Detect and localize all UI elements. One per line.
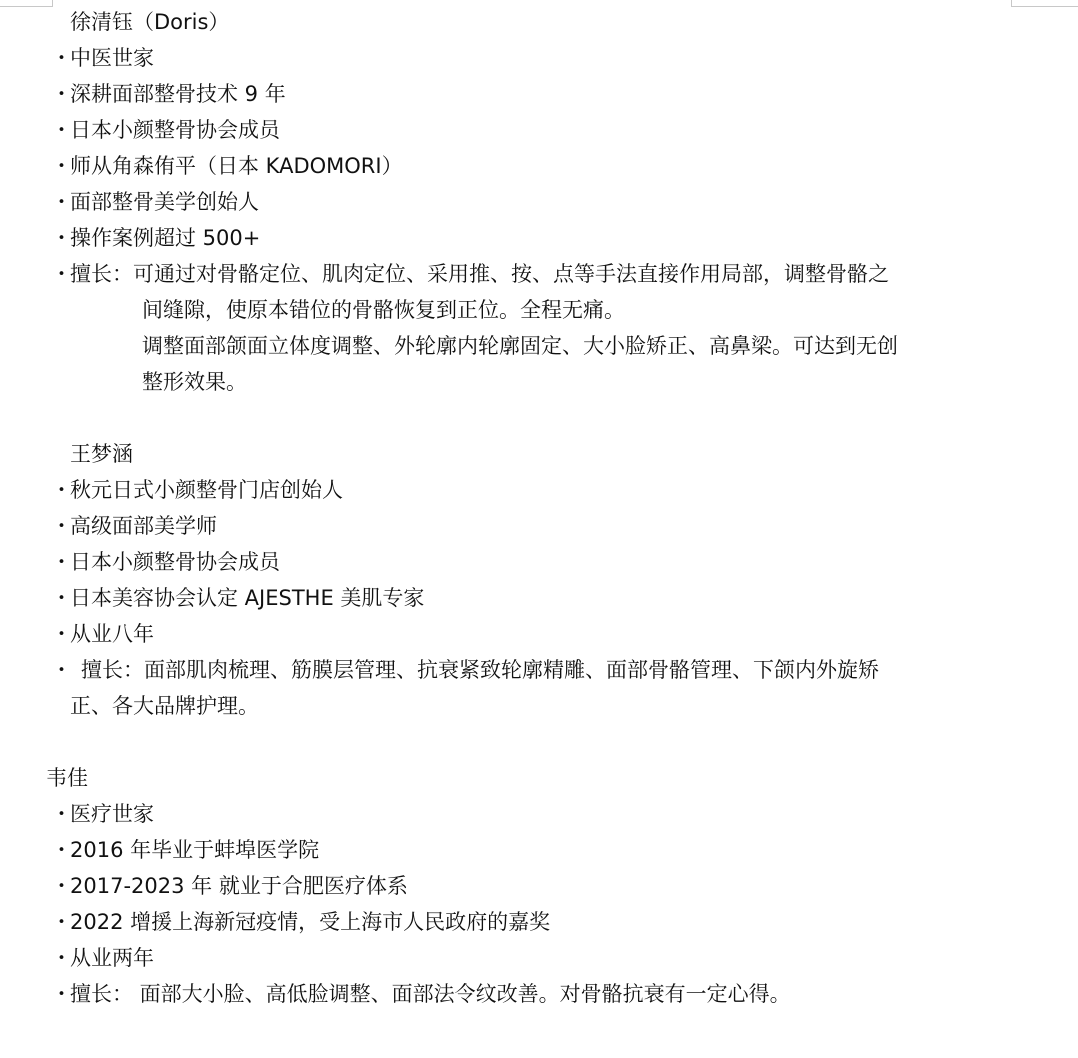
list-item-text: 2022 增援上海新冠疫情，受上海市人民政府的嘉奖 (70, 910, 551, 934)
bullet: ・ (51, 550, 72, 574)
document-body (0, 4, 1078, 1012)
list-item-text: 2017-2023 年 就业于合肥医疗体系 (70, 874, 408, 898)
list-item-text: 师从角森侑平（日本 KADOMORI） (70, 154, 403, 178)
list-item-text: 日本小颜整骨协会成员 (70, 118, 280, 142)
list-item (0, 220, 1078, 256)
specialty-item (0, 652, 1078, 688)
list-item (0, 796, 1078, 832)
list-item (0, 904, 1078, 940)
bullet: ・ (51, 658, 72, 682)
specialty-item (0, 256, 1078, 292)
list-item-text: 深耕面部整骨技术 9 年 (70, 82, 286, 106)
specialty-text-line-3: 调整面部颌面立体度调整、外轮廓内轮廓固定、大小脸矫正、高鼻梁。可达到无创 (142, 334, 898, 358)
profile-name: 徐清钰（Doris） (70, 10, 230, 34)
list-item-text: 日本美容协会认定 AJESTHE 美肌专家 (70, 586, 425, 610)
bullet: ・ (51, 874, 72, 898)
specialty-continuation (0, 292, 1078, 328)
bullet: ・ (51, 82, 72, 106)
bullet: ・ (51, 478, 72, 502)
list-item (0, 544, 1078, 580)
bullet: ・ (51, 190, 72, 214)
list-item-text: 医疗世家 (70, 802, 154, 826)
list-item (0, 472, 1078, 508)
bullet: ・ (51, 910, 72, 934)
list-item-text: 中医世家 (70, 46, 154, 70)
bullet: ・ (51, 118, 72, 142)
specialty-text-line-1: 擅长：可通过对骨骼定位、肌肉定位、采用推、按、点等手法直接作用局部，调整骨骼之 (70, 262, 889, 286)
list-item-text: 高级面部美学师 (70, 514, 217, 538)
profile-name-line (0, 760, 1078, 796)
specialty-text-line-2: 正、各大品牌护理。 (70, 694, 259, 718)
specialty-text-line-1: 擅长： 面部大小脸、高低脸调整、面部法令纹改善。对骨骼抗衰有一定心得。 (70, 982, 791, 1006)
profile-name: 王梦涵 (70, 442, 133, 466)
bullet: ・ (51, 154, 72, 178)
list-item-text: 从业两年 (70, 946, 154, 970)
profile-name-line (0, 436, 1078, 472)
list-item (0, 184, 1078, 220)
bullet: ・ (51, 622, 72, 646)
specialty-text-line-2: 间缝隙，使原本错位的骨骼恢复到正位。全程无痛。 (142, 298, 625, 322)
bullet: ・ (51, 946, 72, 970)
list-item (0, 832, 1078, 868)
bullet: ・ (51, 586, 72, 610)
list-item-text: 从业八年 (70, 622, 154, 646)
list-item (0, 580, 1078, 616)
specialty-text-line-1: 擅长：面部肌肉梳理、筋膜层管理、抗衰紧致轮廓精雕、面部骨骼管理、下颌内外旋矫 (81, 658, 879, 682)
bullet: ・ (51, 802, 72, 826)
list-item (0, 112, 1078, 148)
list-item-text: 面部整骨美学创始人 (70, 190, 259, 214)
specialty-continuation (0, 328, 1078, 364)
list-item (0, 940, 1078, 976)
specialty-text-line-4: 整形效果。 (142, 370, 247, 394)
specialty-continuation (0, 364, 1078, 400)
list-item-text: 2016 年毕业于蚌埠医学院 (70, 838, 320, 862)
list-item (0, 868, 1078, 904)
bullet: ・ (51, 46, 72, 70)
list-item (0, 76, 1078, 112)
section-spacer (0, 724, 1078, 760)
list-item-text: 秋元日式小颜整骨门店创始人 (70, 478, 343, 502)
list-item (0, 616, 1078, 652)
profile-name-line (0, 4, 1078, 40)
specialty-item (0, 976, 1078, 1012)
list-item-text: 日本小颜整骨协会成员 (70, 550, 280, 574)
bullet: ・ (51, 226, 72, 250)
list-item-text: 操作案例超过 500+ (70, 226, 261, 250)
section-spacer (0, 400, 1078, 436)
bullet: ・ (51, 262, 72, 286)
list-item (0, 40, 1078, 76)
list-item (0, 508, 1078, 544)
bullet: ・ (51, 838, 72, 862)
profile-name: 韦佳 (46, 766, 88, 790)
bullet: ・ (51, 982, 72, 1006)
list-item (0, 148, 1078, 184)
bullet: ・ (51, 514, 72, 538)
specialty-continuation (0, 688, 1078, 724)
